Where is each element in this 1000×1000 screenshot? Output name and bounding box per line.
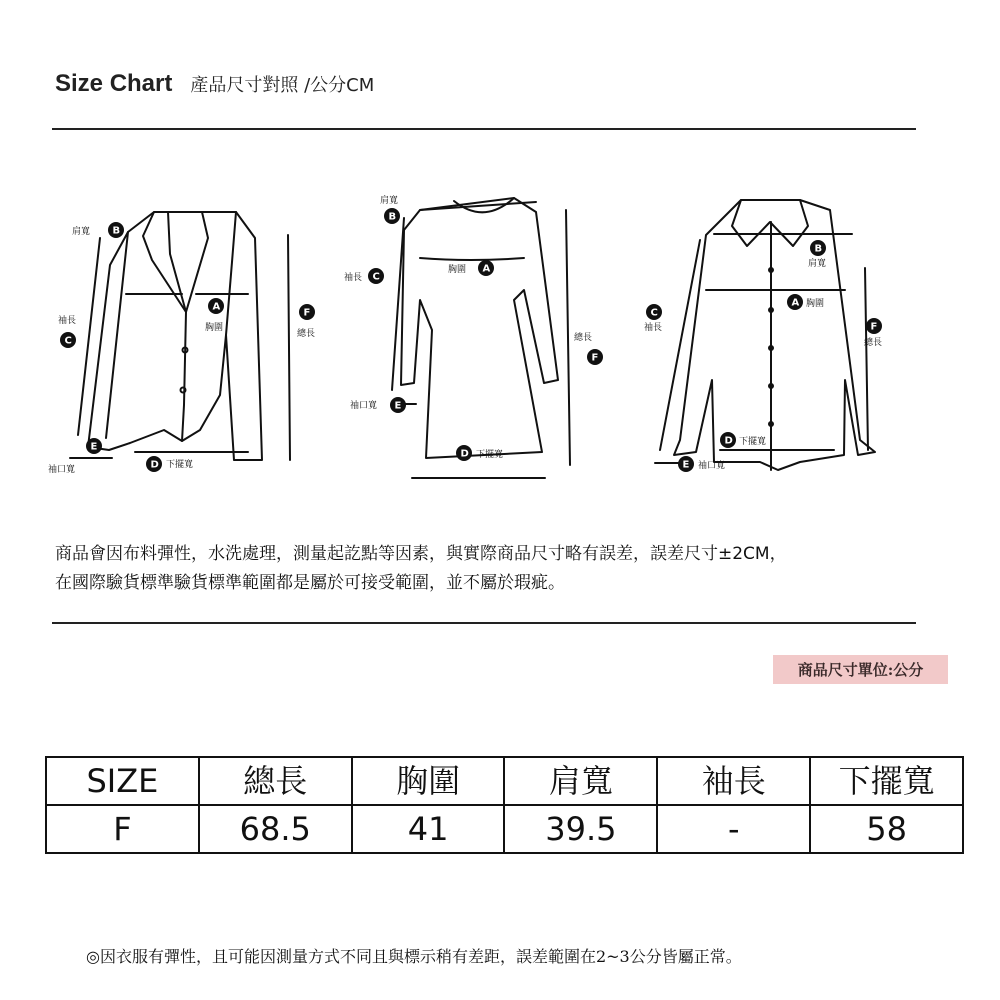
dress-label-shoulder: 肩寬 [380,196,399,206]
jacket-label-length: 總長 [297,329,316,339]
jacket-marker-c [58,314,76,348]
shirt-label-cuff: 袖口寬 [698,461,726,471]
header-shoulder: 肩寬 [504,757,657,805]
jacket-label-sleeve: 袖長 [58,316,77,326]
jacket-marker-a [205,298,224,333]
jacket-marker-b [72,222,124,238]
svg-text:C: C [372,271,380,283]
shirt-label-sleeve: 袖長 [644,323,663,333]
svg-text:B: B [388,211,397,223]
header-sleeve: 袖長 [657,757,810,805]
size-table [45,756,964,854]
svg-text:F: F [870,321,878,333]
svg-text:E: E [682,459,690,471]
table-row [46,805,963,853]
dress-marker-c [344,268,384,284]
svg-text:F: F [303,307,311,319]
shirt-marker-c [644,304,662,333]
shirt-marker-e [678,456,725,472]
page-title: Size Chart [55,70,173,97]
svg-text:A: A [791,297,800,309]
cell-length: 68.5 [199,805,352,853]
svg-text:E: E [90,441,98,453]
dress-label-sleeve: 袖長 [344,273,363,283]
svg-text:A: A [482,263,491,275]
cell-hem: 58 [810,805,963,853]
footnote: ◎因衣服有彈性，且可能因測量方式不同且與標示稍有差距，誤差範圍在2~3公分皆屬正常。 [86,947,742,966]
cell-shoulder: 39.5 [504,805,657,853]
shirt-marker-b [808,240,826,269]
cell-chest: 41 [352,805,505,853]
top-divider [52,128,916,130]
svg-text:A: A [212,301,221,313]
jacket-label-hem: 下擺寬 [166,460,194,470]
unit-badge: 商品尺寸單位:公分 [773,655,948,684]
middle-divider [52,622,916,624]
svg-text:F: F [591,352,599,364]
jacket-label-cuff: 袖口寬 [48,465,76,475]
svg-text:E: E [394,400,402,412]
shirt-marker-a [787,294,824,310]
shirt-label-hem: 下擺寬 [739,437,767,447]
jacket-label-chest: 胸圍 [205,323,224,333]
garment-diagrams [0,180,1000,500]
shirt-marker-d [720,432,766,448]
dress-label-cuff: 袖口寬 [350,401,378,411]
jacket-diagram [70,212,290,460]
shirt-label-shoulder: 肩寬 [808,259,827,269]
svg-text:B: B [112,225,121,237]
size-table-header-row [46,757,963,805]
svg-text:D: D [150,459,159,471]
svg-text:D: D [460,448,469,460]
dress-label-chest: 胸圍 [448,265,467,275]
disclaimer-line-1: 商品會因布料彈性，水洗處理，測量起訖點等因素，與實際商品尺寸略有誤差，誤差尺寸±2CM， [55,544,787,564]
cell-sleeve: - [657,805,810,853]
cell-size: F [46,805,199,853]
dress-marker-a [448,260,494,276]
dress-diagram [392,198,570,478]
dress-marker-e [350,397,406,413]
header-chest: 胸圍 [352,757,505,805]
jacket-marker-d [146,456,193,472]
svg-text:B: B [814,243,823,255]
header [55,70,374,98]
svg-text:C: C [64,335,72,347]
page-subtitle: 產品尺寸對照 /公分CM [190,75,375,96]
dress-label-length: 總長 [574,333,593,343]
jacket-label-shoulder: 肩寬 [72,227,91,237]
dress-marker-d [456,445,503,461]
disclaimer [55,540,787,598]
jacket-marker-e [48,438,102,475]
header-hem: 下擺寬 [810,757,963,805]
header-length: 總長 [199,757,352,805]
disclaimer-line-2: 在國際驗貨標準驗貨標準範圍都是屬於可接受範圍，並不屬於瑕疵。 [55,573,565,593]
shirt-label-chest: 胸圍 [806,299,825,309]
dress-marker-b [380,194,400,224]
jacket-marker-f [297,304,315,339]
svg-text:D: D [724,435,733,447]
header-size: SIZE [46,757,199,805]
shirt-diagram [655,200,875,470]
dress-label-hem: 下擺寬 [476,450,504,460]
dress-marker-f [574,331,603,365]
svg-text:C: C [650,307,658,319]
shirt-label-length: 總長 [864,338,883,348]
